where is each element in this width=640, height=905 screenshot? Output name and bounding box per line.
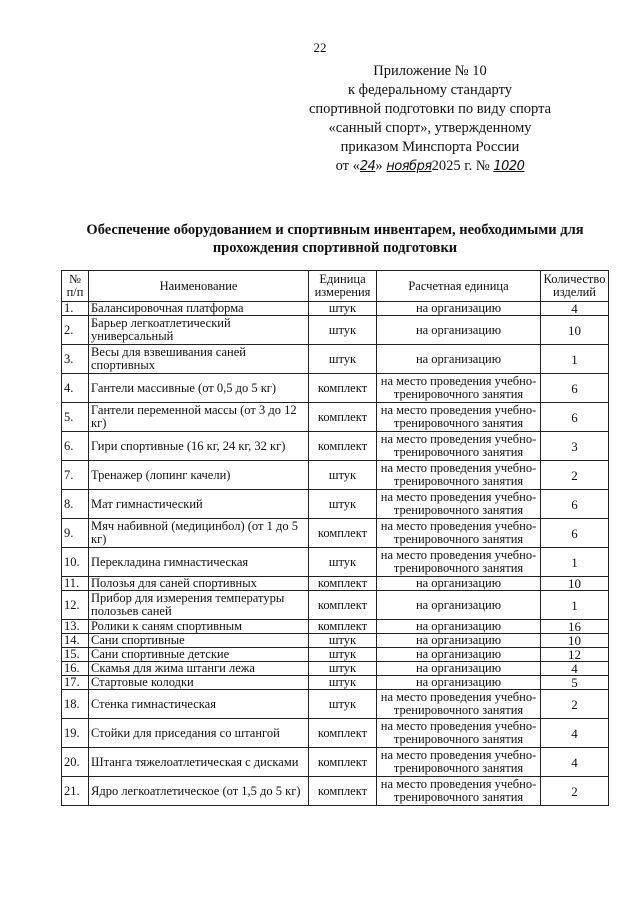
cell-name: Тренажер (лопинг качели) <box>89 461 309 490</box>
cell-name: Стенка гимнастическая <box>89 690 309 719</box>
cell-name: Ролики к саням спортивным <box>89 620 309 634</box>
cell-name: Перекладина гимнастическая <box>89 548 309 577</box>
cell-num: 10. <box>62 548 89 577</box>
cell-num: 19. <box>62 719 89 748</box>
cell-num: 16. <box>62 662 89 676</box>
cell-num: 1. <box>62 302 89 316</box>
cell-name: Гантели переменной массы (от 3 до 12 кг) <box>89 403 309 432</box>
appendix-line-3: спортивной подготовки по виду спорта <box>308 101 552 117</box>
cell-qty: 1 <box>541 548 609 577</box>
cell-qty: 2 <box>541 461 609 490</box>
table-row <box>62 648 609 662</box>
header-num: № п/п <box>62 271 89 302</box>
cell-unit: штук <box>309 676 377 690</box>
cell-calc: на организацию <box>377 648 541 662</box>
cell-unit: комплект <box>309 577 377 591</box>
cell-num: 3. <box>62 345 89 374</box>
header-calc: Расчетная единица <box>377 271 541 302</box>
cell-unit: штук <box>309 662 377 676</box>
cell-unit: штук <box>309 461 377 490</box>
cell-qty: 3 <box>541 432 609 461</box>
table-row <box>62 620 609 634</box>
date-year: 2025 г. № <box>431 158 490 174</box>
cell-num: 9. <box>62 519 89 548</box>
cell-unit: штук <box>309 490 377 519</box>
cell-name: Штанга тяжелоатлетическая с дисками <box>89 748 309 777</box>
cell-unit: комплект <box>309 403 377 432</box>
cell-num: 5. <box>62 403 89 432</box>
cell-num: 13. <box>62 620 89 634</box>
cell-num: 18. <box>62 690 89 719</box>
cell-name: Ядро легкоатлетическое (от 1,5 до 5 кг) <box>89 777 309 806</box>
cell-unit: комплект <box>309 374 377 403</box>
cell-qty: 2 <box>541 690 609 719</box>
table-row <box>62 748 609 777</box>
table-row <box>62 316 609 345</box>
cell-qty: 4 <box>541 748 609 777</box>
appendix-line-2: к федеральному стандарту <box>348 82 512 98</box>
cell-name: Мяч набивной (медицинбол) (от 1 до 5 кг) <box>89 519 309 548</box>
cell-unit: комплект <box>309 591 377 620</box>
cell-num: 8. <box>62 490 89 519</box>
table-row <box>62 432 609 461</box>
cell-calc: на место проведения учебно-тренировочного занятия <box>377 719 541 748</box>
appendix-line-5: приказом Минспорта России <box>340 139 520 155</box>
cell-name: Стартовые колодки <box>89 676 309 690</box>
table-row <box>62 548 609 577</box>
cell-unit: комплект <box>309 719 377 748</box>
cell-unit: штук <box>309 690 377 719</box>
table-row <box>62 374 609 403</box>
table-row <box>62 777 609 806</box>
cell-qty: 6 <box>541 403 609 432</box>
cell-calc: на организацию <box>377 676 541 690</box>
cell-name: Полозья для саней спортивных <box>89 577 309 591</box>
cell-name: Стойки для приседания со штангой <box>89 719 309 748</box>
document-title: Обеспечение оборудованием и спортивным инвентарем, необходимыми для прохождения спортивной подготовки <box>86 222 584 256</box>
cell-num: 15. <box>62 648 89 662</box>
cell-name: Прибор для измерения температуры полозьев саней <box>89 591 309 620</box>
appendix-header <box>280 62 580 176</box>
cell-unit: штук <box>309 345 377 374</box>
header-name: Наименование <box>89 271 309 302</box>
cell-calc: на организацию <box>377 316 541 345</box>
cell-calc: на место проведения учебно-тренировочного занятия <box>377 432 541 461</box>
cell-calc: на место проведения учебно-тренировочного занятия <box>377 519 541 548</box>
table-header-row <box>62 271 609 302</box>
cell-name: Весы для взвешивания саней спортивных <box>89 345 309 374</box>
cell-name: Скамья для жима штанги лежа <box>89 662 309 676</box>
cell-calc: на организацию <box>377 577 541 591</box>
cell-qty: 1 <box>541 591 609 620</box>
table-row <box>62 676 609 690</box>
cell-unit: штук <box>309 302 377 316</box>
cell-unit: штук <box>309 648 377 662</box>
table-row <box>62 403 609 432</box>
cell-unit: комплект <box>309 519 377 548</box>
cell-qty: 4 <box>541 302 609 316</box>
appendix-line-1: Приложение № 10 <box>373 63 487 79</box>
table-row <box>62 345 609 374</box>
cell-calc: на организацию <box>377 620 541 634</box>
cell-qty: 16 <box>541 620 609 634</box>
cell-name: Сани спортивные <box>89 634 309 648</box>
cell-qty: 4 <box>541 662 609 676</box>
cell-name: Сани спортивные детские <box>89 648 309 662</box>
table-row <box>62 302 609 316</box>
cell-calc: на организацию <box>377 302 541 316</box>
cell-name: Балансировочная платформа <box>89 302 309 316</box>
handwritten-day: 24 <box>359 159 376 174</box>
cell-unit: комплект <box>309 432 377 461</box>
table-row <box>62 662 609 676</box>
table-row <box>62 591 609 620</box>
cell-calc: на организацию <box>377 345 541 374</box>
header-qty: Количество изделий <box>541 271 609 302</box>
cell-qty: 6 <box>541 374 609 403</box>
handwritten-doc-number: 1020 <box>493 159 525 174</box>
cell-calc: на место проведения учебно-тренировочного занятия <box>377 461 541 490</box>
cell-qty: 12 <box>541 648 609 662</box>
cell-calc: на место проведения учебно-тренировочного занятия <box>377 374 541 403</box>
cell-calc: на организацию <box>377 662 541 676</box>
cell-calc: на место проведения учебно-тренировочного занятия <box>377 777 541 806</box>
cell-calc: на организацию <box>377 634 541 648</box>
cell-qty: 10 <box>541 316 609 345</box>
cell-qty: 10 <box>541 634 609 648</box>
cell-qty: 6 <box>541 490 609 519</box>
table-row <box>62 690 609 719</box>
cell-num: 11. <box>62 577 89 591</box>
cell-num: 2. <box>62 316 89 345</box>
cell-qty: 6 <box>541 519 609 548</box>
cell-num: 6. <box>62 432 89 461</box>
cell-num: 4. <box>62 374 89 403</box>
table-row <box>62 719 609 748</box>
cell-qty: 10 <box>541 577 609 591</box>
table-body <box>62 302 609 806</box>
cell-qty: 5 <box>541 676 609 690</box>
cell-name: Мат гимнастический <box>89 490 309 519</box>
cell-num: 12. <box>62 591 89 620</box>
table-row <box>62 461 609 490</box>
cell-qty: 2 <box>541 777 609 806</box>
table-row <box>62 634 609 648</box>
date-prefix: от « <box>335 158 360 174</box>
cell-num: 20. <box>62 748 89 777</box>
cell-calc: на место проведения учебно-тренировочного занятия <box>377 403 541 432</box>
cell-unit: комплект <box>309 620 377 634</box>
cell-unit: штук <box>309 634 377 648</box>
cell-unit: штук <box>309 548 377 577</box>
cell-unit: комплект <box>309 748 377 777</box>
cell-unit: комплект <box>309 777 377 806</box>
cell-num: 7. <box>62 461 89 490</box>
table-row <box>62 490 609 519</box>
cell-calc: на место проведения учебно-тренировочного занятия <box>377 548 541 577</box>
cell-name: Гири спортивные (16 кг, 24 кг, 32 кг) <box>89 432 309 461</box>
cell-qty: 1 <box>541 345 609 374</box>
cell-num: 17. <box>62 676 89 690</box>
appendix-line-4: «санный спорт», утвержденному <box>328 120 532 136</box>
page-number: 22 <box>313 40 327 55</box>
cell-num: 14. <box>62 634 89 648</box>
appendix-date-line <box>280 157 580 176</box>
header-unit: Единица измерения <box>309 271 377 302</box>
table-row <box>62 577 609 591</box>
handwritten-month: ноября <box>386 159 432 174</box>
cell-calc: на место проведения учебно-тренировочного занятия <box>377 748 541 777</box>
cell-name: Барьер легкоатлетический универсальный <box>89 316 309 345</box>
cell-calc: на организацию <box>377 591 541 620</box>
cell-num: 21. <box>62 777 89 806</box>
cell-qty: 4 <box>541 719 609 748</box>
date-mid: » <box>375 158 383 174</box>
cell-calc: на место проведения учебно-тренировочного занятия <box>377 690 541 719</box>
equipment-table <box>61 270 609 806</box>
table-row <box>62 519 609 548</box>
cell-unit: штук <box>309 316 377 345</box>
cell-calc: на место проведения учебно-тренировочного занятия <box>377 490 541 519</box>
cell-name: Гантели массивные (от 0,5 до 5 кг) <box>89 374 309 403</box>
